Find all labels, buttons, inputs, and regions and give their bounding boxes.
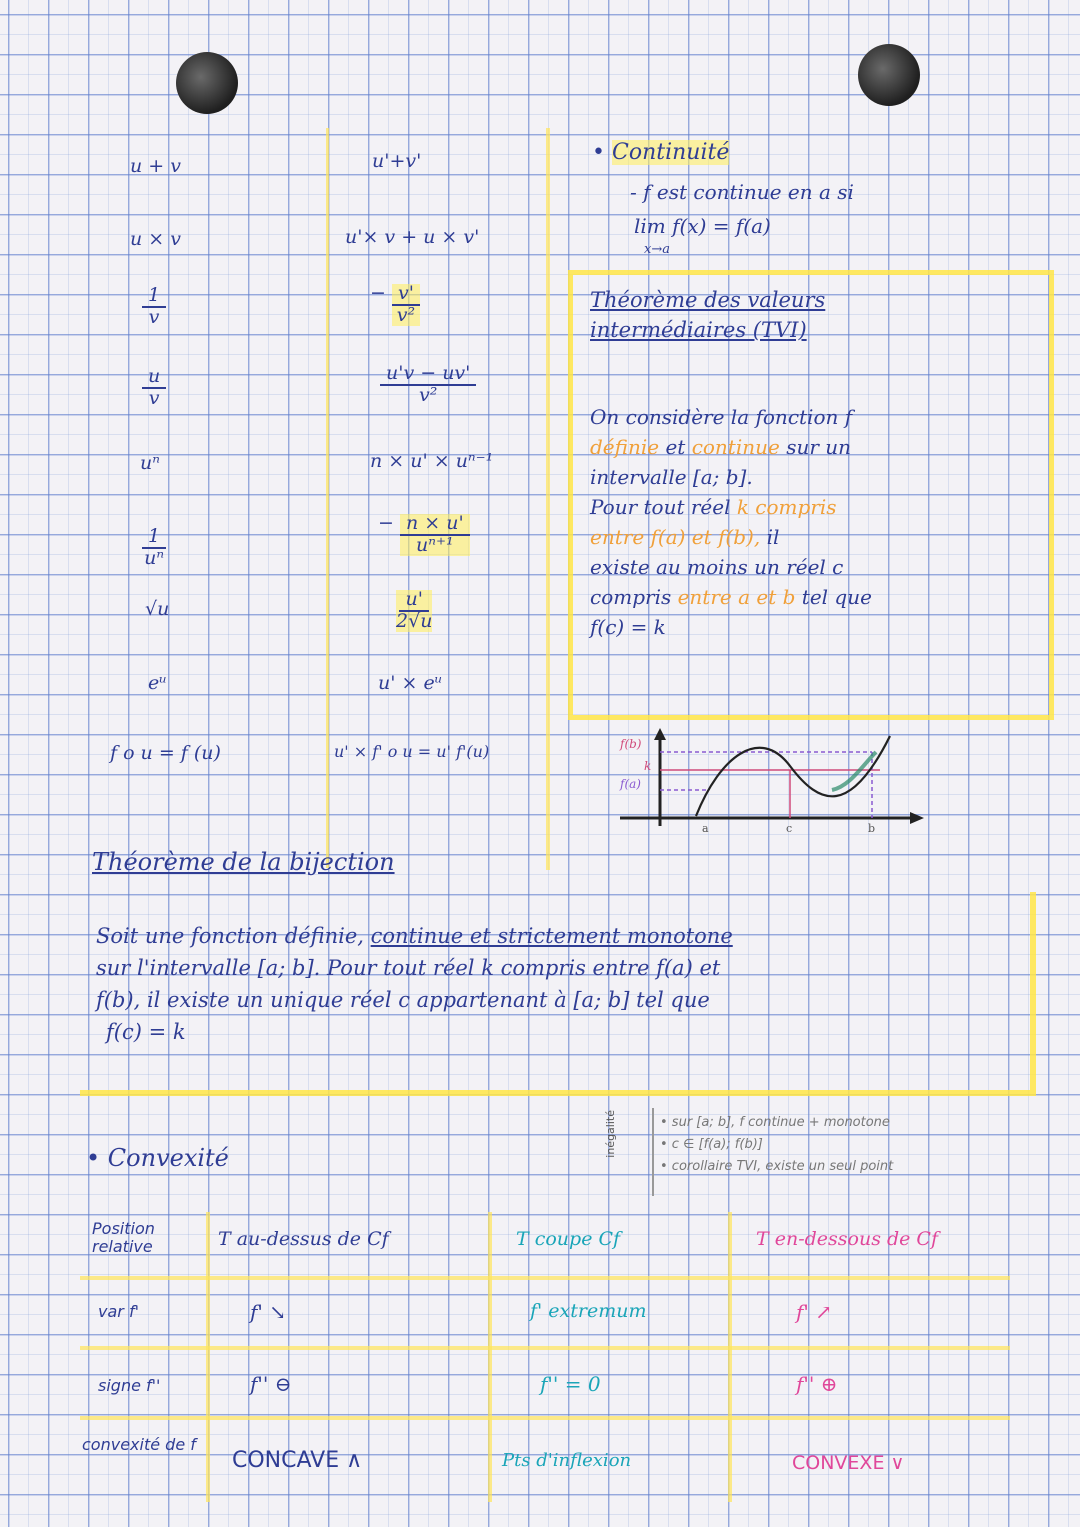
tvi-text-line5 xyxy=(590,522,1038,552)
bijection-text xyxy=(96,920,1026,1048)
continuity-title-text: Continuité xyxy=(611,140,730,165)
row8-f: eᵘ xyxy=(148,672,167,694)
row1-fprime: u'+v' xyxy=(372,150,422,172)
tvi-text-compris: compris xyxy=(590,585,672,609)
tvi-graph-curve xyxy=(696,736,890,816)
row6-fprime xyxy=(378,512,470,556)
tvi-text-k-compris: k compris xyxy=(736,495,837,519)
tvi-graph-label-a: a xyxy=(702,822,709,835)
convexity-c2-signe: f'' = 0 xyxy=(540,1372,601,1396)
tvi-word-et: et xyxy=(665,435,686,459)
row6-fprime-num: n × u' xyxy=(400,514,470,536)
row3-fprime-den: v² xyxy=(396,303,416,326)
convexity-label-convexite: convexité de f xyxy=(82,1435,196,1454)
punch-hole-right xyxy=(858,44,920,106)
bijection-line1 xyxy=(96,920,1026,952)
continuity-line1: - f est continue en a si xyxy=(630,180,854,204)
convexity-col-sep-3 xyxy=(728,1212,732,1502)
side-note-line1: • sur [a; b], f continue + monotone xyxy=(660,1115,890,1130)
bijection-line2: sur l'intervalle [a; b]. Pour tout réel k compris entre f(a) et xyxy=(96,956,721,980)
row3-fprime-sign: − xyxy=(370,282,386,304)
row9-f: f o u = f (u) xyxy=(110,742,221,764)
row6-f-num: 1 xyxy=(142,527,166,549)
tvi-graph-label-fb: f(b) xyxy=(620,737,642,751)
tvi-word-definie: définie xyxy=(590,435,660,459)
tvi-text-line7 xyxy=(590,582,1038,612)
bijection-line1-b: continue et strictement monotone xyxy=(370,924,733,948)
tvi-graph-label-fa: f(a) xyxy=(620,777,641,791)
row5-f: uⁿ xyxy=(140,452,160,474)
side-note-line3: • corollaire TVI, existe un seul point xyxy=(660,1159,894,1174)
row4-f xyxy=(142,365,166,409)
row9-fprime: u' × f' o u = u' f'(u) xyxy=(334,742,490,761)
row6-f xyxy=(142,525,166,569)
continuity-line2: lim f(x) = f(a) xyxy=(634,214,771,238)
continuity-title: • Continuité xyxy=(592,140,730,165)
convexity-label-position: Position relative xyxy=(92,1219,155,1256)
row6-fprime-den: uⁿ⁺¹ xyxy=(416,533,454,556)
row3-fprime xyxy=(370,282,420,326)
row3-f-den: v xyxy=(148,305,160,328)
row7-fprime-num: u' xyxy=(399,590,428,612)
tvi-graph-label-b: b xyxy=(868,822,876,835)
row4-fprime xyxy=(380,362,476,406)
continuity-line3: x→a xyxy=(644,242,670,257)
row2-f: u × v xyxy=(130,228,181,250)
convexity-c1-position: T au-dessus de Cf xyxy=(218,1228,389,1250)
row4-f-den: v xyxy=(148,386,160,409)
tvi-title xyxy=(590,285,825,345)
bijection-line1-a: Soit une fonction définie, xyxy=(96,924,364,948)
convexity-c1-signe: f'' ⊖ xyxy=(250,1372,292,1396)
tvi-text-line1: On considère la fonction f xyxy=(590,405,853,429)
convexity-c3-position: T en-dessous de Cf xyxy=(756,1228,939,1250)
side-note-vertical: inégalité xyxy=(604,1110,617,1158)
convexity-c3-var: f' ↗ xyxy=(796,1300,833,1324)
convexity-c3-signe: f'' ⊕ xyxy=(796,1372,838,1396)
tvi-graph-x-arrow xyxy=(910,812,924,824)
tvi-graph xyxy=(600,726,940,836)
tvi-text-pour-tout: Pour tout réel xyxy=(590,495,731,519)
side-note-bar xyxy=(652,1108,654,1196)
row4-fprime-num: u'v − uv' xyxy=(380,364,476,386)
tvi-text xyxy=(590,402,1038,642)
derivative-table-divider xyxy=(326,128,329,868)
convexity-row-sep-3 xyxy=(80,1416,1010,1420)
side-note-line2: • c ∈ [f(a); f(b)] xyxy=(660,1137,763,1152)
tvi-text-line2 xyxy=(590,432,1038,462)
tvi-text-line8: f(c) = k xyxy=(590,615,666,639)
row5-fprime: n × u' × uⁿ⁻¹ xyxy=(370,450,494,472)
convexity-label-signe: signe f'' xyxy=(98,1376,161,1395)
convexity-row-sep-2 xyxy=(80,1346,1010,1350)
convexity-col-sep-2 xyxy=(488,1212,492,1502)
tvi-text-line4 xyxy=(590,492,1038,522)
row1-f: u + v xyxy=(130,155,181,177)
row7-fprime xyxy=(396,588,432,632)
row2-fprime: u'× v + u × v' xyxy=(345,226,480,248)
convexity-row-sep-1 xyxy=(80,1276,1010,1280)
tvi-graph-label-c: c xyxy=(786,822,793,835)
bijection-line4: f(c) = k xyxy=(106,1020,186,1044)
tvi-title-line2: intermédiaires (TVI) xyxy=(590,318,807,342)
convexity-c2-conv: Pts d'inflexion xyxy=(502,1450,632,1471)
row3-f-num: 1 xyxy=(142,286,166,308)
row8-fprime: u' × eᵘ xyxy=(378,672,443,694)
tvi-text-entre: entre f(a) et f(b), xyxy=(590,525,761,549)
convexity-title: • Convexité xyxy=(86,1144,229,1172)
convexity-c3-conv: CONVEXE ∨ xyxy=(792,1452,905,1474)
bijection-title: Théorème de la bijection xyxy=(92,848,395,876)
row7-fprime-den: 2√u xyxy=(396,609,433,632)
bijection-line3: f(b), il existe un unique réel c appartenant à [a; b] tel que xyxy=(96,988,710,1012)
tvi-text-il: il xyxy=(766,525,780,549)
tvi-text-entre-a-b: entre a et b xyxy=(677,585,796,609)
convexity-c1-conv: CONCAVE ∧ xyxy=(232,1448,363,1473)
convexity-c1-var: f' ↘ xyxy=(250,1300,287,1324)
convexity-col-sep-1 xyxy=(206,1212,210,1502)
row7-f: √u xyxy=(145,598,170,620)
convexity-label-var: var f' xyxy=(98,1302,139,1321)
tvi-text-tel-que: tel que xyxy=(801,585,872,609)
row6-fprime-sign: − xyxy=(378,512,394,534)
tvi-graph-y-arrow xyxy=(654,728,666,740)
convexity-c2-var: f' extremum xyxy=(530,1300,647,1322)
tvi-word-sur-un: sur un xyxy=(786,435,852,459)
row4-f-num: u xyxy=(142,367,166,389)
row3-fprime-num: v' xyxy=(392,284,420,306)
convexity-c2-position: T coupe Cf xyxy=(516,1228,621,1250)
punch-hole-left xyxy=(176,52,238,114)
tvi-word-continue: continue xyxy=(691,435,780,459)
convexity-title-text: Convexité xyxy=(107,1144,229,1172)
side-note xyxy=(660,1112,1070,1178)
row3-f xyxy=(142,284,166,328)
row4-fprime-den: v² xyxy=(419,383,438,406)
tvi-graph-label-k: k xyxy=(644,759,652,773)
tvi-title-line1: Théorème des valeurs xyxy=(590,288,826,312)
tvi-text-line6: existe au moins un réel c xyxy=(590,555,844,579)
tvi-text-line3: intervalle [a; b]. xyxy=(590,465,753,489)
row6-f-den: uⁿ xyxy=(144,546,165,569)
